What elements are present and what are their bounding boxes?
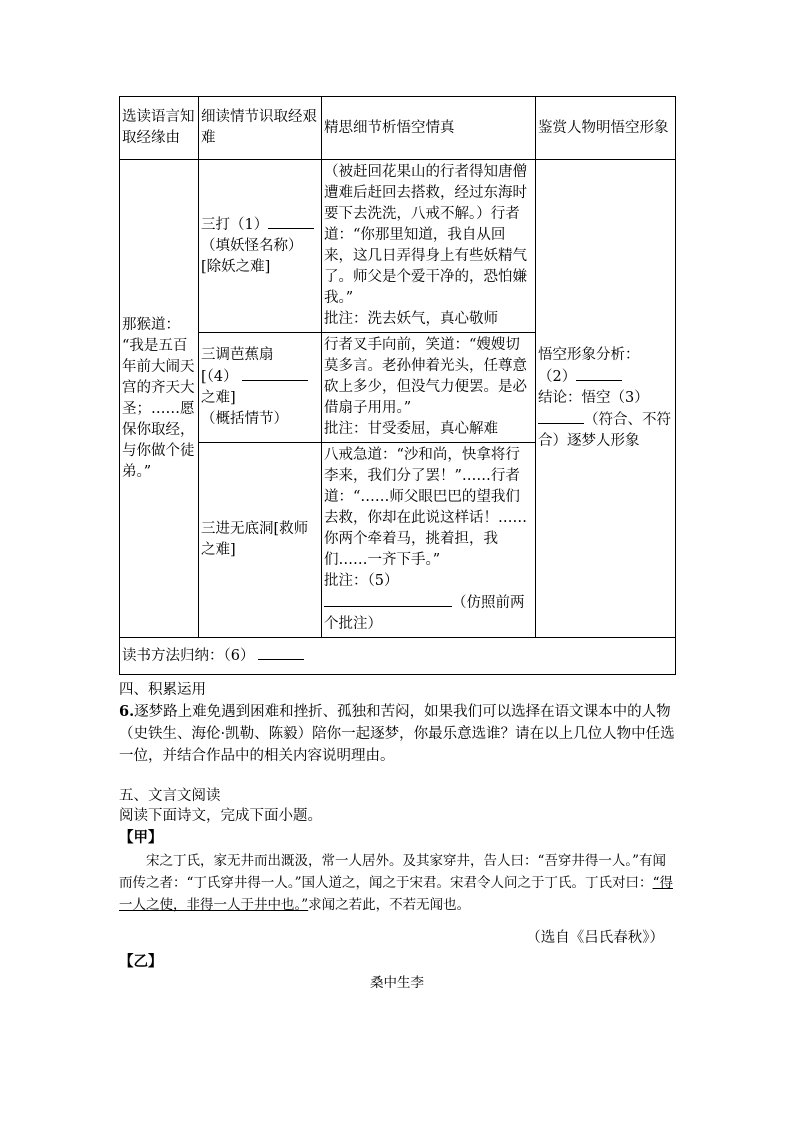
answer-blank-6[interactable] — [258, 645, 304, 660]
annotation: 批注：甘受委屈，真心解难 — [324, 421, 498, 437]
analysis-label: 悟空形象分析： — [538, 347, 640, 363]
passage-b-label: 【乙】 — [119, 953, 163, 970]
table-row — [120, 638, 676, 675]
passage-a-end: 求闻之若此，不若无闻也。 — [308, 897, 471, 913]
annotation-hint: （仿照前两个批注） — [324, 595, 525, 632]
conclusion-label: 结论：悟空（3） — [538, 390, 649, 406]
conclusion-tail: （符合、不符合）逐梦人形象 — [538, 412, 671, 449]
header-cell: 选读语言知取经缘由 — [120, 97, 199, 160]
header-cell: 细读情节识取经艰难 — [199, 97, 322, 160]
detail-text: 行者叉手向前，笑道：“嫂嫂切莫多言。老孙伸着光头，任尊意砍上多少，但没气力便罢。是必借扇子用用。” — [324, 337, 527, 416]
character-analysis-cell — [536, 160, 676, 638]
answer-blank-2[interactable] — [576, 366, 622, 381]
annotation: 批注：洗去妖气，真心敬师 — [324, 311, 498, 327]
passage-b-title: 桑中生李 — [370, 975, 424, 991]
passage-a-source: （选自《吕氏春秋》） — [526, 930, 664, 946]
detail-text: 八戒急道：“沙和尚，快拿将行李来，我们分了罢！”……行者道：“……师父眼巴巴的望我们去救，你却在此说这样话！……你两个牵着马，挑着担，我们……一齐下手。” — [324, 447, 527, 568]
question-text: 逐梦路上难免遇到困难和挫折、孤独和苦闷，如果我们可以选择在语文课本中的人物（史铁生、海伦·凯勒、陈毅）陪你一起逐梦，你最乐意选谁？请在以上几位人物中任选一位，并结合作品中的相关内容说明理由。 — [119, 704, 675, 764]
annotation-label: 批注：（5） — [324, 573, 399, 589]
table-row — [120, 160, 676, 333]
passage-a-quote: “得一人之使，非得一人于井中也。” — [119, 875, 673, 913]
answer-blank-1[interactable] — [268, 214, 314, 229]
episode-note: （概括情节） — [201, 411, 288, 427]
detail-cell — [322, 160, 536, 333]
quote-text: “我是五百年前大闹天宫的齐天大圣；……愿保你取经，与你做个徒弟。” — [122, 337, 195, 480]
answer-blank-5[interactable] — [324, 592, 452, 607]
episode-suffix: 之难] — [201, 390, 236, 406]
episode-label: 三调芭蕉扇 — [201, 347, 274, 363]
quote-speaker: 那猴道： — [122, 316, 180, 333]
episode-label: 三打（1） — [201, 217, 269, 233]
detail-text: （被赶回花果山的行者得知唐僧遭难后赶回去搭救，经过东海时要下去洗洗，八戒不解。）行者道：“你那里知道，我自从回来，这几日弄得身上有些妖精气了。师父是个爱干净的，恐怕嫌我。” — [324, 164, 527, 306]
method-label: 读书方法归纳：（6） — [122, 648, 255, 664]
reading-table — [119, 96, 676, 675]
episode-cell — [199, 160, 322, 333]
passage-a — [119, 850, 675, 916]
episode-prefix: [（4） — [201, 369, 238, 385]
section-5-title: 五、文言文阅读 — [119, 788, 221, 804]
method-cell — [120, 638, 676, 675]
episode-note: （填妖怪名称）[除妖之难] — [201, 238, 303, 275]
table-header-row — [120, 97, 676, 160]
passage-a-label: 【甲】 — [119, 829, 163, 846]
analysis-num: （2） — [538, 369, 577, 385]
reading-intro: 阅读下面诗文，完成下面小题。 — [119, 808, 322, 824]
question-number: 6. — [119, 703, 135, 720]
episode-cell — [199, 333, 322, 443]
answer-blank-3[interactable] — [538, 409, 584, 424]
source-quote-cell — [120, 160, 199, 638]
episode-cell: 三进无底洞[救师之难] — [199, 443, 322, 638]
answer-blank-4[interactable] — [242, 366, 308, 381]
question-6 — [119, 701, 679, 767]
detail-cell — [322, 333, 536, 443]
passage-a-text: 宋之丁氏，家无井而出溉汲，常一人居外。及其家穿井，告人曰：“吾穿井得一人。”有闻而传之者：“丁氏穿井得一人。”国人道之，闻之于宋君。宋君令人问之于丁氏。丁氏对曰： — [119, 853, 667, 891]
detail-cell — [322, 443, 536, 638]
header-cell: 鉴赏人物明悟空形象 — [536, 97, 676, 160]
header-cell: 精思细节析悟空情真 — [322, 97, 536, 160]
section-4-title: 四、积累运用 — [119, 682, 206, 698]
